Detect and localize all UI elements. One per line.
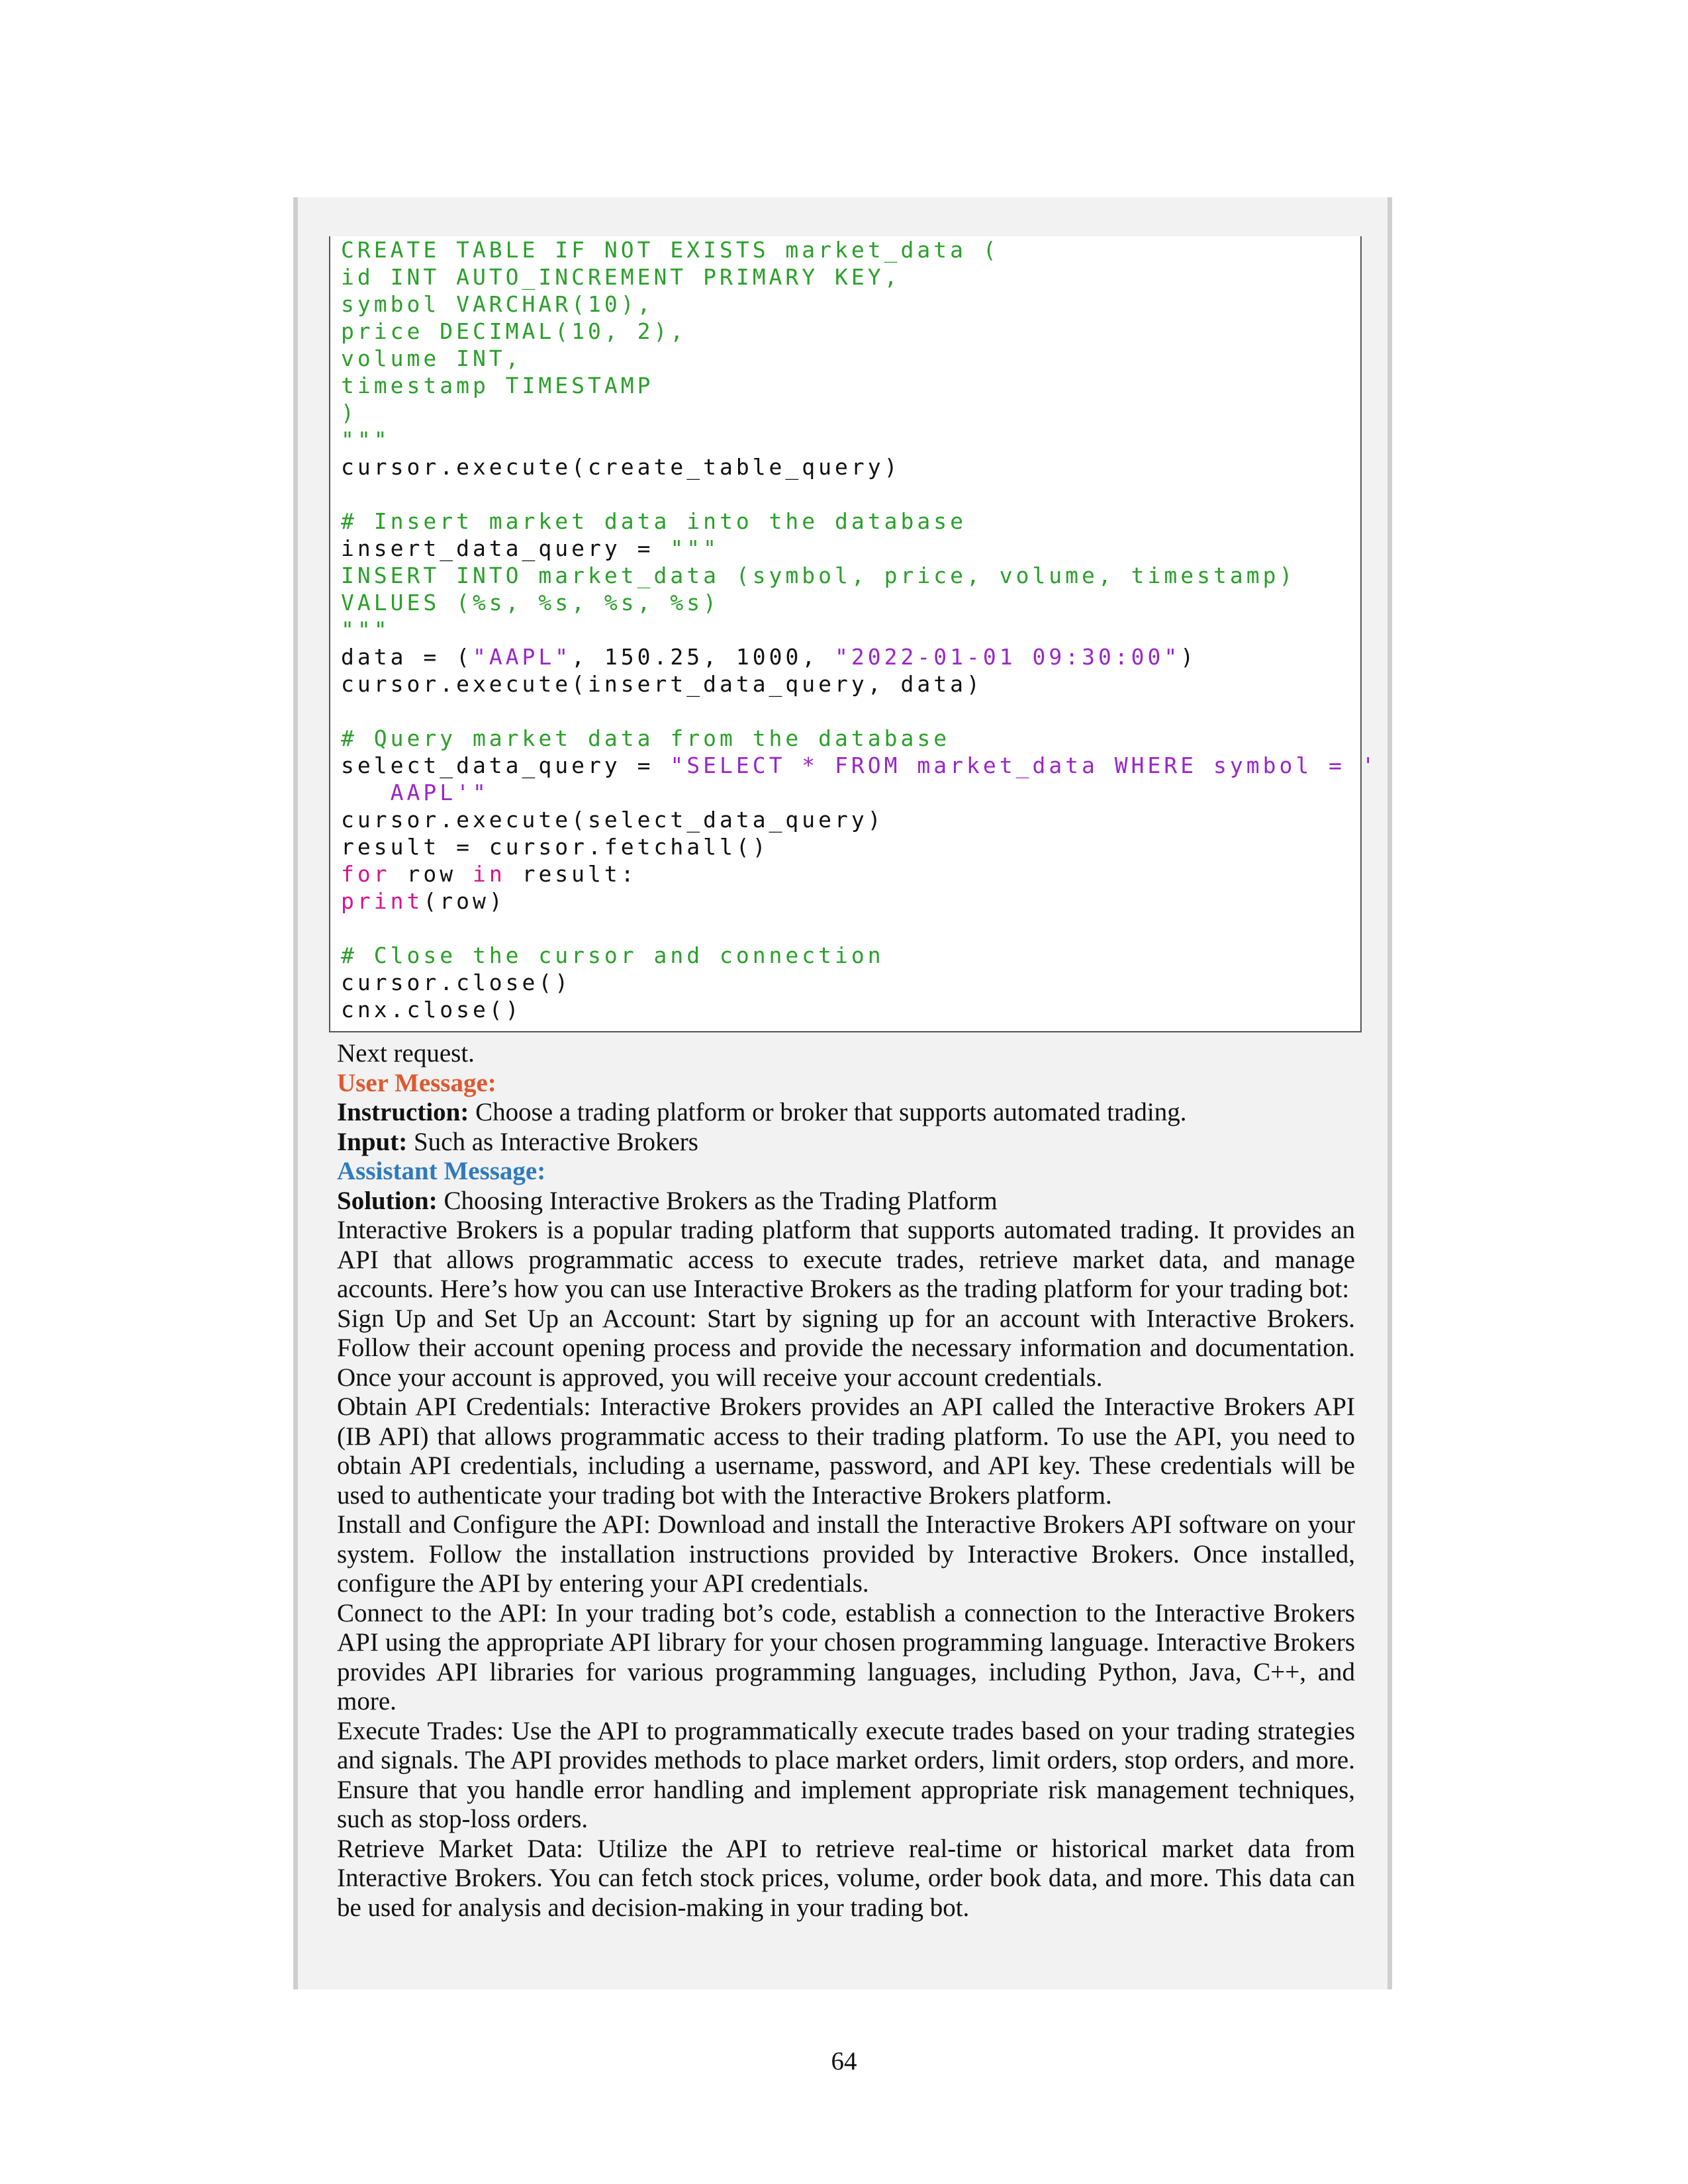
code-line <box>341 833 1378 860</box>
code-token: VALUES (%s, %s, %s, %s) <box>341 590 720 615</box>
user-message-label: User Message: <box>337 1068 496 1097</box>
code-line <box>341 996 1378 1023</box>
code-line <box>341 860 1378 887</box>
code-token: CREATE TABLE IF NOT EXISTS market_data ( <box>341 237 1000 263</box>
code-token: ) <box>1180 644 1197 670</box>
code-token: insert_data_query = <box>341 535 671 561</box>
instruction-line <box>337 1098 1355 1128</box>
code-token: """ <box>670 535 720 561</box>
code-line <box>341 480 1378 508</box>
code-line <box>341 508 1378 535</box>
code-token: "2022-01-01 09:30:00" <box>835 644 1181 670</box>
code-line <box>341 589 1378 616</box>
code-token: print <box>341 888 424 914</box>
input-label: Input: <box>337 1127 408 1156</box>
body-paragraph: Interactive Brokers is a popular trading platform that supports automated trading. It provides an API that allows programmatic access to execute trades, retrieve market data, and manage accounts. Here’s how you can use Interactive Brokers as the trading platform for your trading bot: <box>337 1216 1355 1303</box>
instruction-label: Instruction: <box>337 1098 469 1126</box>
code-line <box>341 779 1378 806</box>
code-token: cursor.execute(select_data_query) <box>341 807 884 833</box>
code-token: ) <box>341 400 357 426</box>
code-listing <box>329 236 1378 1032</box>
code-token: cursor.execute(insert_data_query, data) <box>341 671 983 697</box>
code-token: timestamp TIMESTAMP <box>341 373 654 398</box>
code-line <box>341 291 1378 318</box>
code-token: # Query market data from the database <box>341 725 951 751</box>
page-number: 64 <box>831 2047 857 2075</box>
code-token: cursor.execute(create_table_query) <box>341 454 901 480</box>
code-line <box>341 887 1378 915</box>
code-line <box>341 372 1378 399</box>
code-token: """ <box>341 617 391 643</box>
code-token: # Close the cursor and connection <box>341 942 884 968</box>
code-token: volume INT, <box>341 345 522 371</box>
code-line <box>341 318 1378 345</box>
code-token: in <box>472 861 506 887</box>
code-token: "AAPL" <box>472 644 572 670</box>
code-line <box>341 942 1378 969</box>
code-token: AAPL'" <box>341 780 489 805</box>
code-line <box>341 263 1378 291</box>
code-token: result: <box>505 861 637 887</box>
body-paragraph: Install and Configure the API: Download and install the Interactive Brokers API software on your system. Follow the installation instructions provided by Interactive Brokers. Once installed, configure the API by entering your API credentials. <box>337 1510 1355 1598</box>
code-token: , 150.25, 1000, <box>571 644 835 670</box>
code-line <box>341 725 1378 752</box>
code-token: select_data_query = <box>341 752 671 778</box>
instruction-text: Choose a trading platform or broker that supports automated trading. <box>469 1098 1187 1126</box>
code-token: price DECIMAL(10, 2), <box>341 318 687 344</box>
body-paragraph: Execute Trades: Use the API to programmatically execute trades based on your trading strategies and signals. The API provides methods to place market orders, limit orders, stop orders, and more. Ensure that you handle error handling and implement appropriate risk management techniques, such as stop-loss orders. <box>337 1716 1355 1833</box>
solution-text: Choosing Interactive Brokers as the Trading Platform <box>437 1186 998 1215</box>
code-token: # Insert market data into the database <box>341 508 966 534</box>
body-paragraph: Retrieve Market Data: Utilize the API to retrieve real-time or historical market data from Interactive Brokers. You can fetch stock prices, volume, order book data, and more. This data can be used for analysis and decision-making in your trading bot. <box>337 1834 1355 1922</box>
code-token: """ <box>341 427 391 453</box>
code-line <box>341 453 1378 480</box>
code-line <box>341 236 1378 263</box>
code-line <box>341 670 1378 698</box>
solution-label: Solution: <box>337 1186 438 1215</box>
code-token: data = ( <box>341 644 473 670</box>
code-line <box>341 399 1378 426</box>
code-line <box>341 698 1378 725</box>
code-token: (row) <box>423 888 506 914</box>
code-block <box>341 236 1378 1023</box>
code-line <box>341 643 1378 670</box>
assistant-message-label: Assistant Message: <box>337 1157 546 1185</box>
code-line <box>341 426 1378 453</box>
code-line <box>341 969 1378 996</box>
body-paragraph: Obtain API Credentials: Interactive Brokers provides an API called the Interactive Brokers API (IB API) that allows programmatic access to their trading platform. To use the API, you need to obtain API credentials, including a username, password, and API key. These credentials will be used to authenticate your trading bot with the Interactive Brokers platform. <box>337 1392 1355 1510</box>
input-line <box>337 1128 1355 1158</box>
code-token: INSERT INTO market_data (symbol, price, volume, timestamp) <box>341 563 1296 588</box>
body-paragraph: Connect to the API: In your trading bot’s code, establish a connection to the Interactive Brokers API using the appropriate API library for your chosen programming language. Interactive Brokers provides API libraries for various programming languages, including Python, Java, C++, and more. <box>337 1598 1355 1715</box>
code-line <box>341 806 1378 833</box>
next-request-text: Next request. <box>337 1039 475 1068</box>
code-token: symbol VARCHAR(10), <box>341 291 654 317</box>
input-text: Such as Interactive Brokers <box>407 1127 698 1156</box>
dialogue-text <box>337 1039 1355 1923</box>
code-line <box>341 345 1378 372</box>
code-token: for <box>341 861 391 887</box>
code-line <box>341 535 1378 562</box>
code-line <box>341 616 1378 643</box>
code-line <box>341 915 1378 942</box>
code-token: result = cursor.fetchall() <box>341 834 769 860</box>
body-paragraph: Sign Up and Set Up an Account: Start by signing up for an account with Interactive Brokers. Follow their account opening process and provide the necessary information and documentation. Once your account is approved, you will receive your account credentials. <box>337 1304 1355 1392</box>
code-token: id INT AUTO_INCREMENT PRIMARY KEY, <box>341 264 901 290</box>
code-token: cnx.close() <box>341 997 522 1023</box>
code-token: cursor.close() <box>341 970 572 995</box>
code-token: "SELECT * FROM market_data WHERE symbol = ' <box>670 752 1378 778</box>
code-line <box>341 562 1378 589</box>
solution-line <box>337 1187 1355 1216</box>
code-line <box>341 752 1378 779</box>
code-token: row <box>390 861 473 887</box>
